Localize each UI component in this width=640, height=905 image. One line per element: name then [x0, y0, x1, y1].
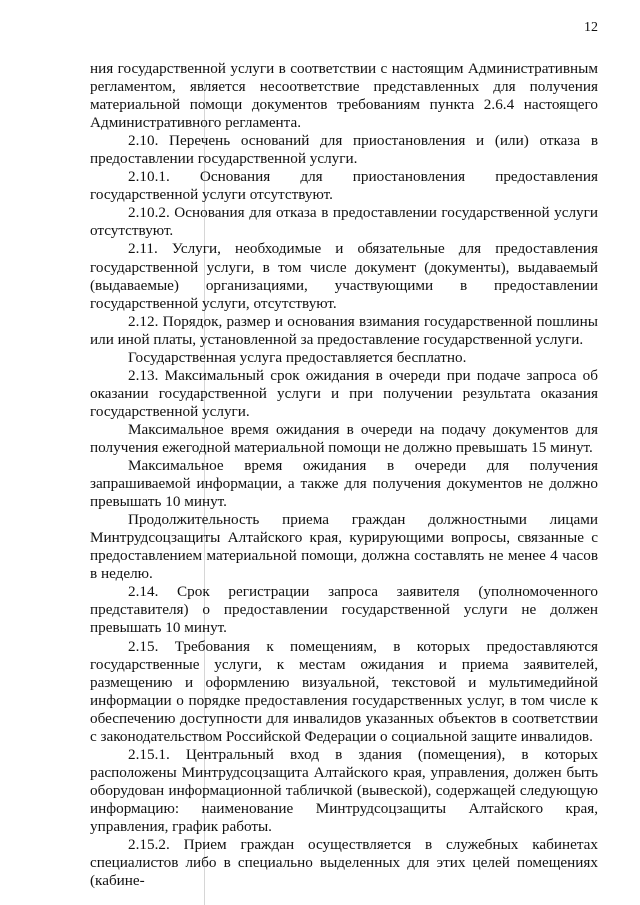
- paragraph: 2.15.1. Центральный вход в здания (помещения), в которых расположены Минтрудсоцзащита Алтайского края, управления, должен быть оборудован информационной табличкой (вывеской), содержащей следующую информацию: наименование Минтрудсоцзащиты Алтайского края, управления, график работы.: [90, 745, 598, 835]
- paragraph: 2.10.1. Основания для приостановления предоставления государственной услуги отсутствуют.: [90, 168, 598, 204]
- paragraph: 2.10. Перечень оснований для приостановления и (или) отказа в предоставлении государственной услуги.: [90, 132, 598, 168]
- paragraph: 2.12. Порядок, размер и основания взимания государственной пошлины или иной платы, установленной за предоставление государственной услуги.: [90, 312, 598, 348]
- paragraph: 2.11. Услуги, необходимые и обязательные для предоставления государственной услуги, в том числе документ (документы), выдаваемый (выдаваемые) организациями, участвующими в предоставлении государственной услуги, отсутствуют.: [90, 240, 598, 312]
- paragraph: Продолжительность приема граждан должностными лицами Минтрудсоцзащиты Алтайского края, курирующими вопросы, связанные с предоставлением материальной помощи, должна составлять не менее 4 часов в неделю.: [90, 511, 598, 583]
- paragraph: ния государственной услуги в соответствии с настоящим Административным регламентом, является несоответствие представленных для получения материальной помощи документов требованиям пункта 2.6.4 настоящего Административного регламента.: [90, 60, 598, 132]
- paragraph: 2.13. Максимальный срок ожидания в очереди при подаче запроса об оказании государственной услуги и при получении результата оказания государственной услуги.: [90, 366, 598, 420]
- paragraph: 2.15.2. Прием граждан осуществляется в служебных кабинетах специалистов либо в специально выделенных для этих целей помещениях (кабине-: [90, 836, 598, 890]
- page-number: 12: [584, 20, 598, 35]
- paragraph: 2.15. Требования к помещениям, в которых предоставляются государственные услуги, к местам ожидания и приема заявителей, размещению и оформлению визуальной, текстовой и мультимедийной информации о порядке предоставления государственных услуг, в том числе к обеспечению доступности для инвалидов указанных объектов в соответствии с законодательством Российской Федерации о социальной защите инвалидов.: [90, 637, 598, 745]
- paragraph: Максимальное время ожидания в очереди на подачу документов для получения ежегодной материальной помощи не должно превышать 15 минут.: [90, 420, 598, 456]
- paragraph: Государственная услуга предоставляется бесплатно.: [128, 348, 467, 366]
- paragraph: 2.14. Срок регистрации запроса заявителя (уполномоченного представителя) о предоставлении государственной услуги не должен превышать 10 минут.: [90, 583, 598, 637]
- paragraph: Максимальное время ожидания в очереди для получения запрашиваемой информации, а также для получения документов не должно превышать 10 минут.: [90, 457, 598, 511]
- document-body: [90, 60, 598, 890]
- paragraph: 2.10.2. Основания для отказа в предоставлении государственной услуги отсутствуют.: [90, 204, 598, 240]
